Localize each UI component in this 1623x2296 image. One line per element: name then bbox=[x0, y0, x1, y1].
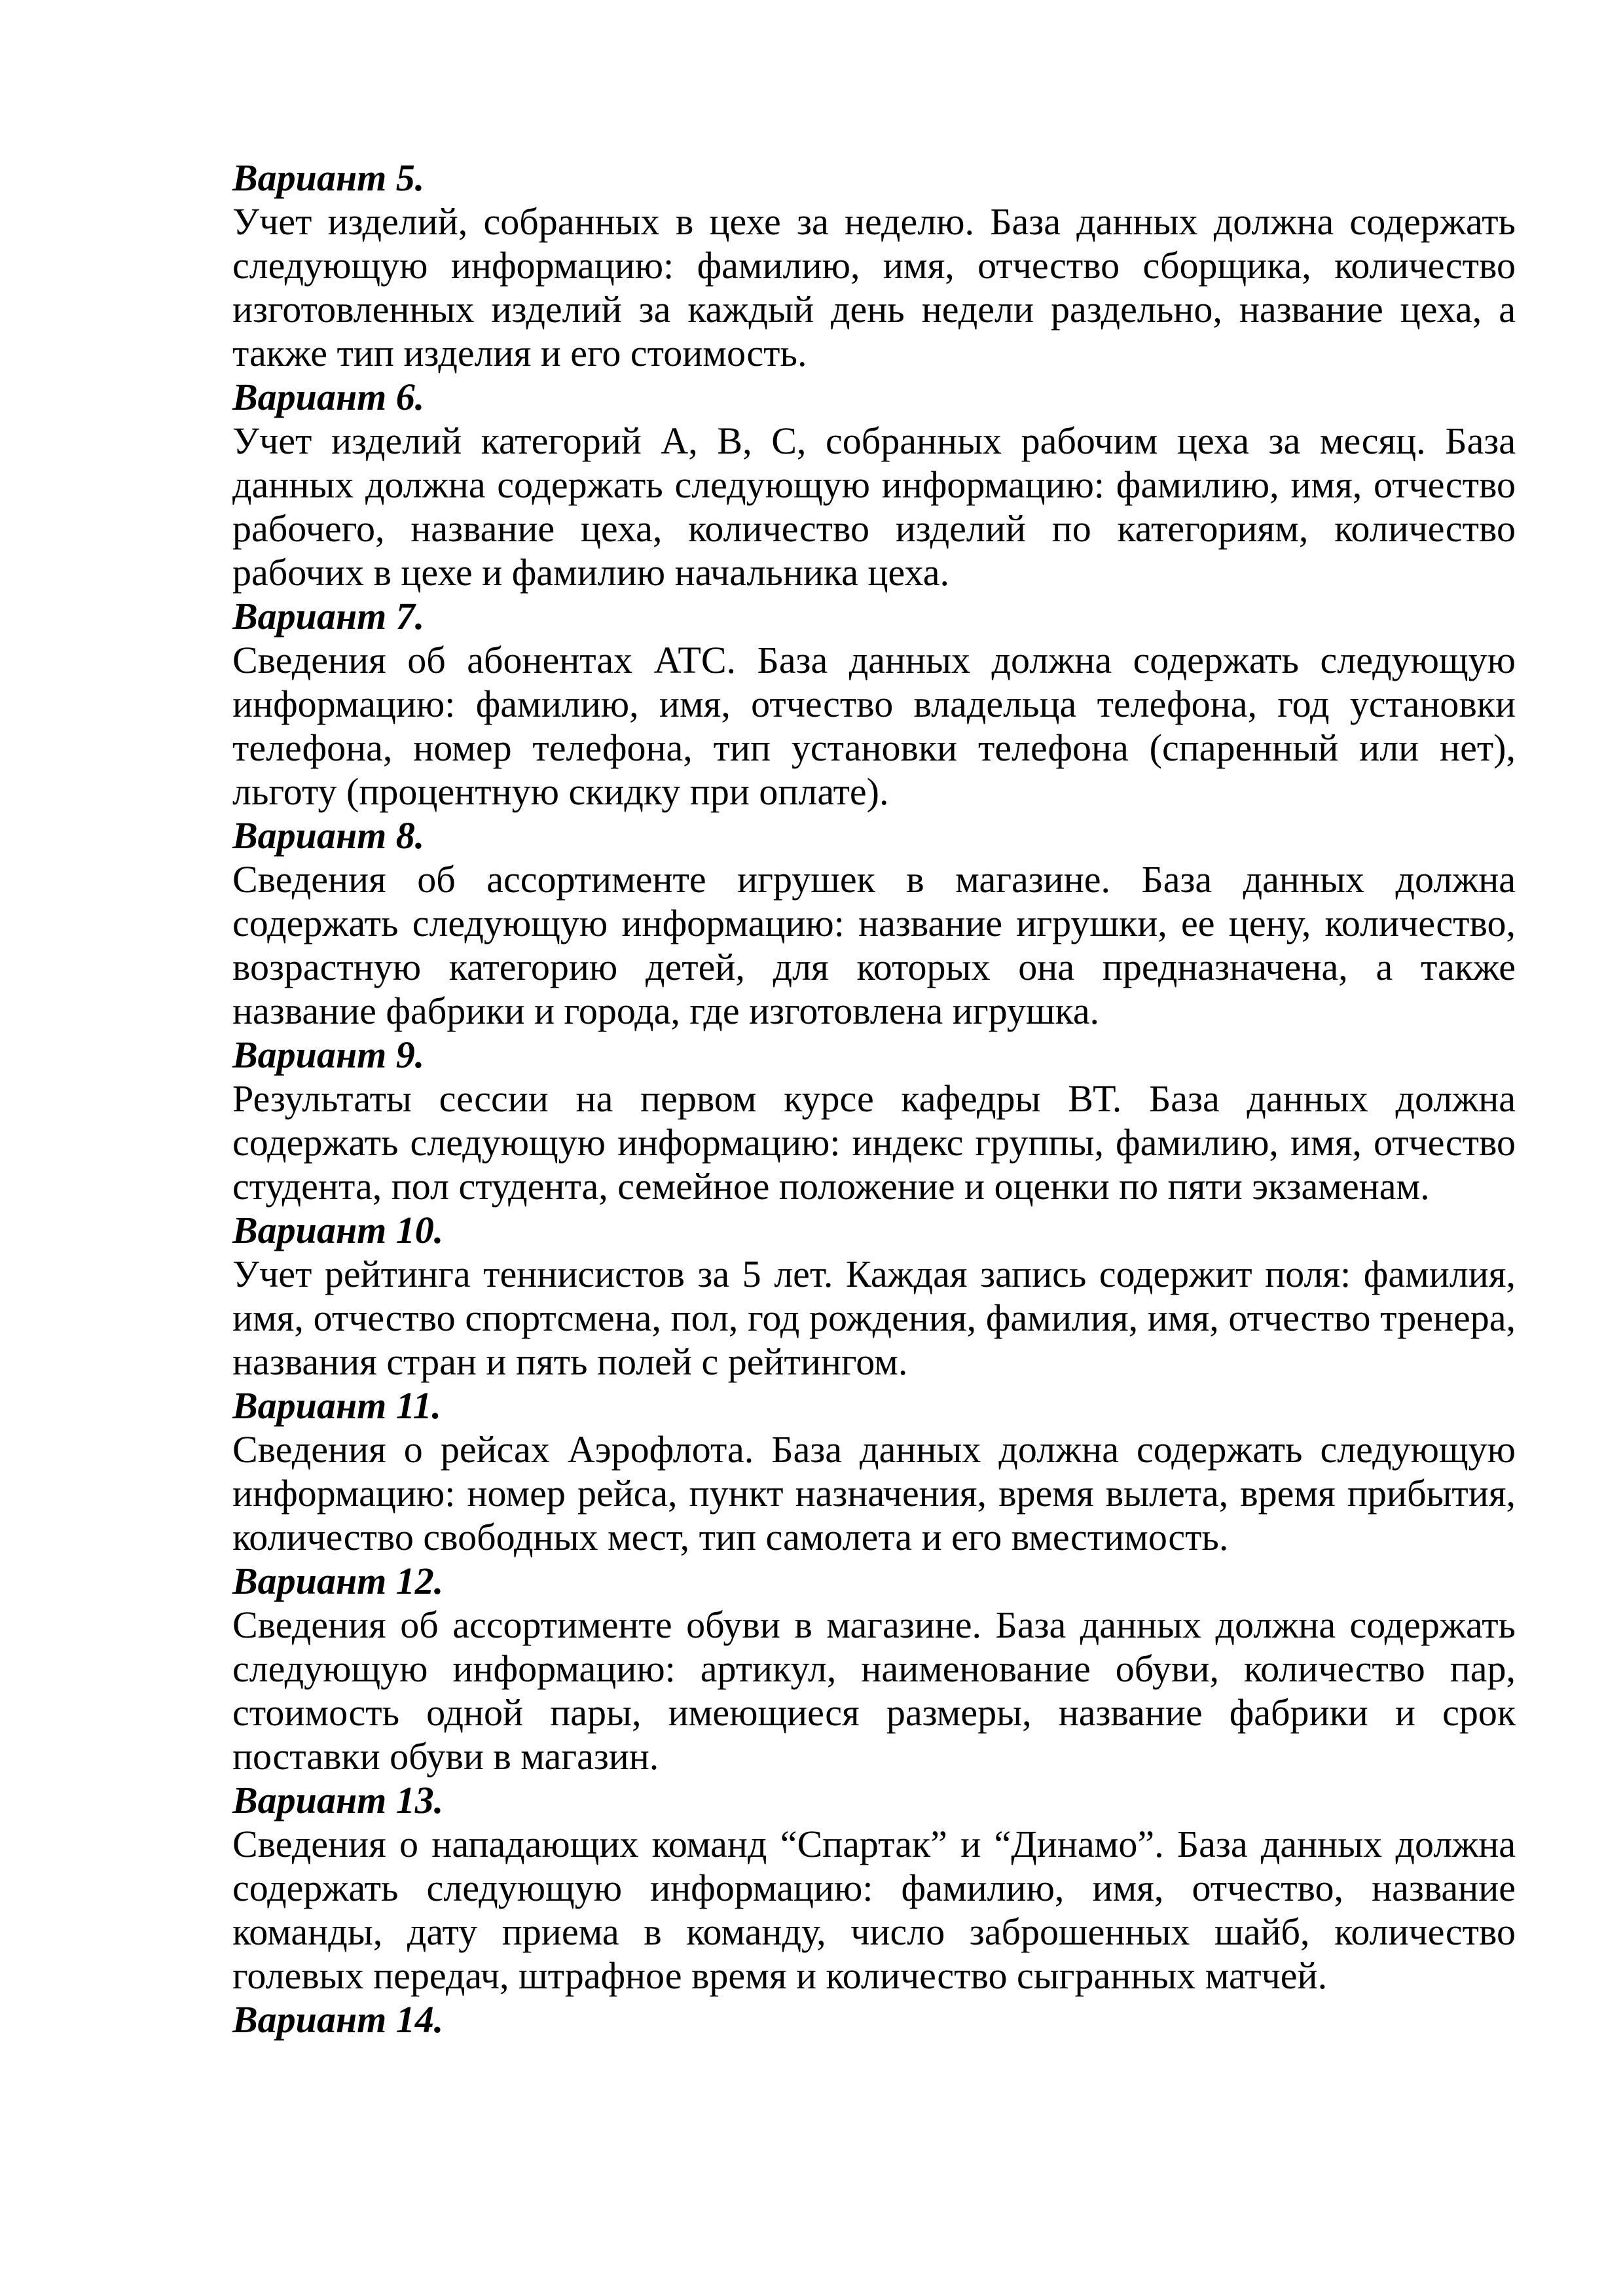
variant-heading: Вариант 7. bbox=[232, 595, 425, 637]
variant-heading: Вариант 9. bbox=[232, 1033, 425, 1076]
variant-heading: Вариант 6. bbox=[232, 376, 425, 418]
variant-text: Учет рейтинга теннисистов за 5 лет. Каждая запись содержит поля: фамилия, имя, отчество спортсмена, пол, год рождения, фамилия, имя, отчество тренера, названия стран и пять полей с рейтингом. bbox=[232, 1253, 1516, 1383]
variant-text: Результаты сессии на первом курсе кафедры ВТ. База данных должна содержать следующую информацию: индекс группы, фамилию, имя, отчество студента, пол студента, семейное положение и оценки по пяти экзаменам. bbox=[232, 1077, 1516, 1208]
variant-text: Учет изделий, собранных в цехе за неделю. База данных должна содержать следующую информацию: фамилию, имя, отчество сборщика, количество изготовленных изделий за каждый день недели раздельно, название цеха, а также тип изделия и его стоимость. bbox=[232, 200, 1516, 374]
variant-text: Сведения об абонентах АТС. База данных должна содержать следующую информацию: фамилию, имя, отчество владельца телефона, год установки телефона, номер телефона, тип установки телефона (спаренный или нет), льготу (процентную скидку при оплате). bbox=[232, 639, 1516, 813]
variant-9 bbox=[232, 1033, 1516, 1208]
variant-14 bbox=[232, 1998, 1516, 2041]
variant-11 bbox=[232, 1384, 1516, 1559]
variant-12 bbox=[232, 1559, 1516, 1778]
variant-6 bbox=[232, 375, 1516, 594]
variant-text: Сведения о нападающих команд “Спартак” и “Динамо”. База данных должна содержать следующую информацию: фамилию, имя, отчество, название команды, дату приема в команду, число заброшенных шайб, количество голевых передач, штрафное время и количество сыгранных матчей. bbox=[232, 1823, 1516, 1997]
variant-5 bbox=[232, 156, 1516, 375]
variant-heading: Вариант 13. bbox=[232, 1779, 444, 1821]
variant-heading: Вариант 12. bbox=[232, 1560, 444, 1602]
variant-13 bbox=[232, 1778, 1516, 1998]
variant-text: Учет изделий категорий А, В, С, собранных рабочим цеха за месяц. База данных должна содержать следующую информацию: фамилию, имя, отчество рабочего, название цеха, количество изделий по категориям, количество рабочих в цехе и фамилию начальника цеха. bbox=[232, 420, 1516, 594]
variant-text: Сведения о рейсах Аэрофлота. База данных должна содержать следующую информацию: номер рейса, пункт назначения, время вылета, время прибытия, количество свободных мест, тип самолета и его вместимость. bbox=[232, 1428, 1516, 1558]
variant-8 bbox=[232, 814, 1516, 1033]
variant-heading: Вариант 8. bbox=[232, 814, 425, 857]
document-body bbox=[232, 156, 1516, 2041]
variant-10 bbox=[232, 1208, 1516, 1384]
variant-heading: Вариант 10. bbox=[232, 1209, 444, 1251]
variant-text: Сведения об ассортименте обуви в магазине. База данных должна содержать следующую информацию: артикул, наименование обуви, количество пар, стоимость одной пары, имеющиеся размеры, название фабрики и срок поставки обуви в магазин. bbox=[232, 1604, 1516, 1778]
variant-heading: Вариант 11. bbox=[232, 1384, 442, 1427]
variant-heading: Вариант 5. bbox=[232, 156, 425, 199]
variant-heading: Вариант 14. bbox=[232, 1998, 444, 2041]
variant-7 bbox=[232, 594, 1516, 814]
variant-text: Сведения об ассортименте игрушек в магазине. База данных должна содержать следующую информацию: название игрушки, ее цену, количество, возрастную категорию детей, для которых она предназначена, а также название фабрики и города, где изготовлена игрушка. bbox=[232, 858, 1516, 1032]
